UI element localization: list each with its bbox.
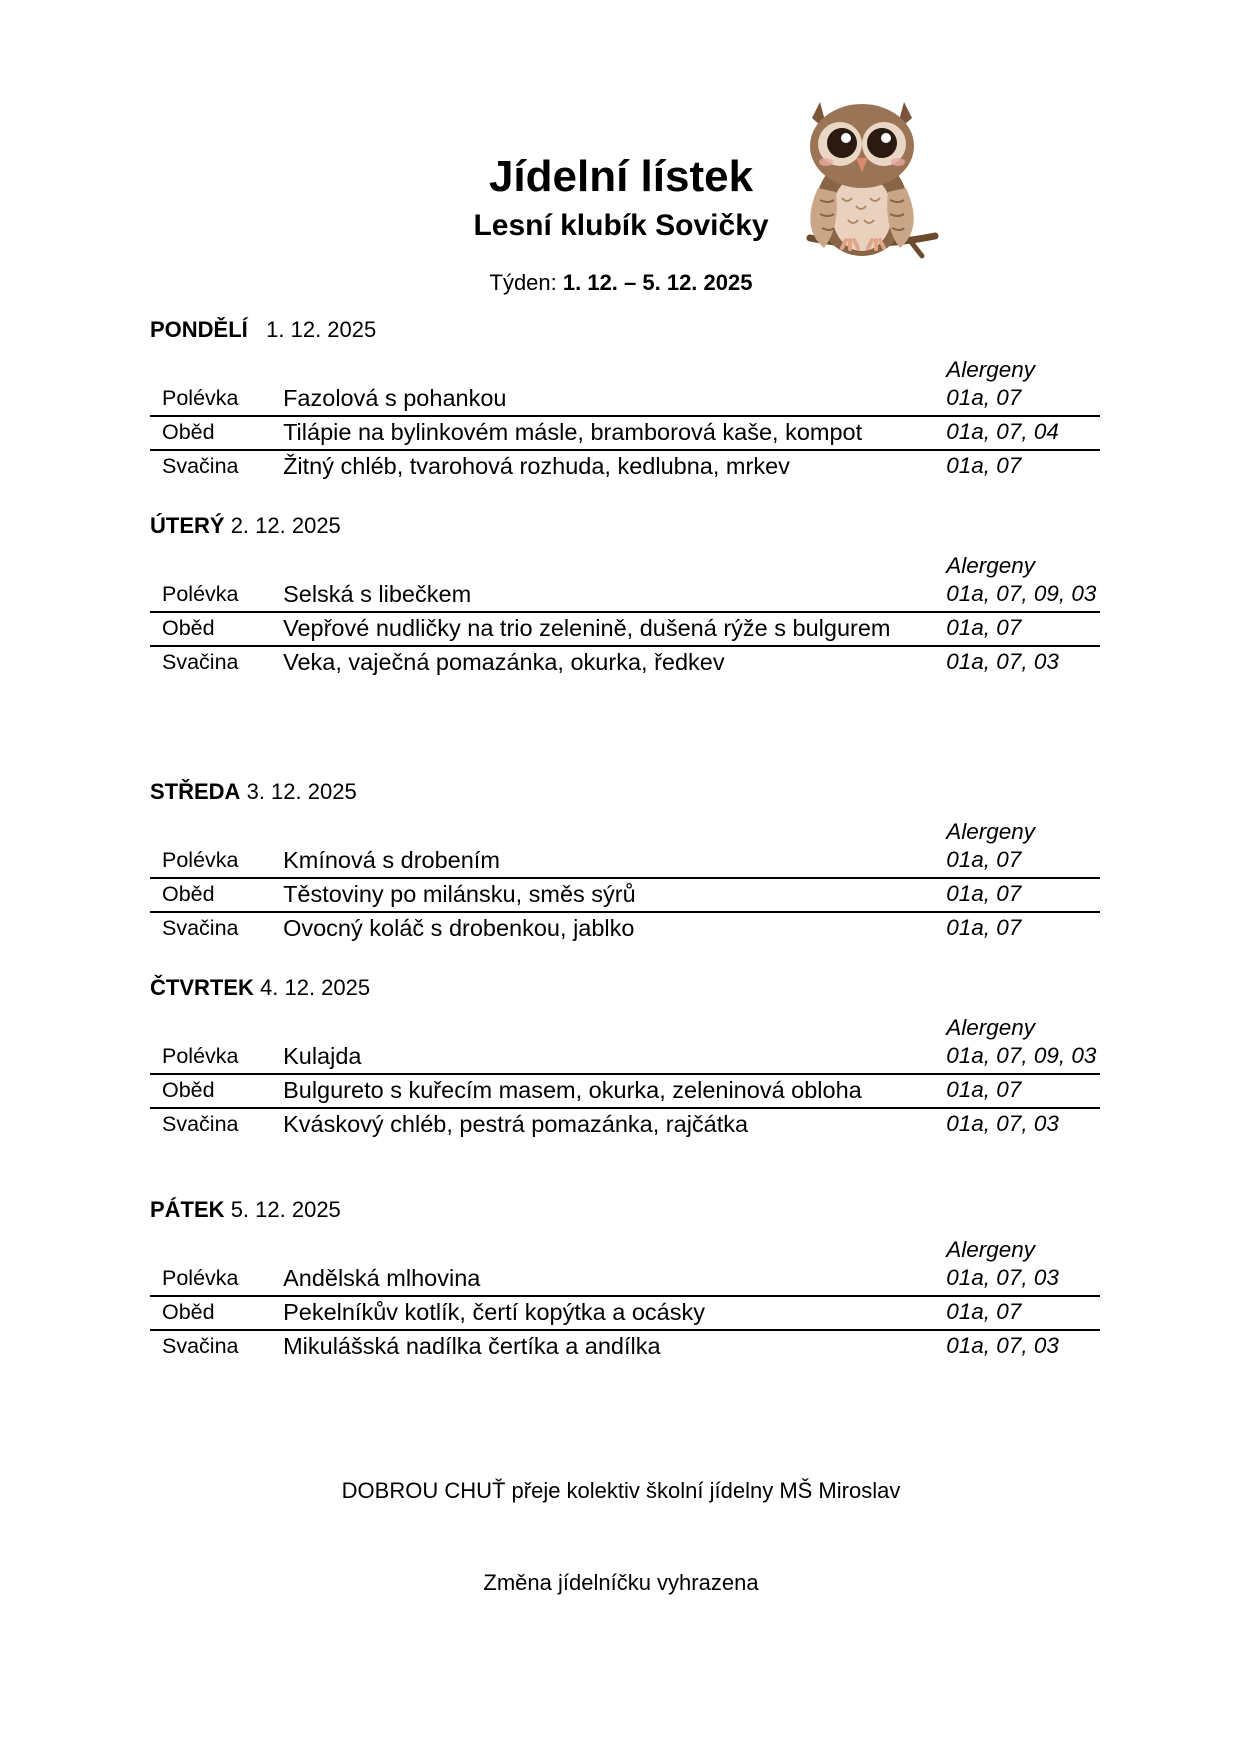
table-row [150, 416, 1100, 450]
meal-category: Svačina [150, 1330, 283, 1363]
day-date: 4. 12. 2025 [260, 975, 371, 1000]
allergen-header: Alergeny [946, 819, 1036, 844]
meal-category: Polévka [162, 848, 239, 872]
day-name: PÁTEK [150, 1197, 225, 1222]
allergen-codes: 01a, 07, 09, 03 [946, 1043, 1097, 1068]
meal-allergens [938, 450, 1100, 483]
meal-dish: Těstoviny po milánsku, směs sýrů [283, 878, 938, 912]
day-heading [150, 974, 1100, 1002]
meal-allergens [938, 552, 1100, 612]
table-row [150, 1330, 1100, 1363]
meal-allergens [938, 1074, 1100, 1108]
allergen-codes: 01a, 07 [946, 1077, 1022, 1102]
page-title: Jídelní lístek [488, 152, 754, 201]
allergen-codes: 01a, 07 [946, 847, 1022, 872]
day-date: 2. 12. 2025 [230, 513, 341, 538]
table-row [150, 1108, 1100, 1141]
meal-category: Svačina [150, 450, 283, 483]
day-heading [150, 1196, 1100, 1224]
meal-allergens [938, 878, 1100, 912]
table-row [150, 1236, 1100, 1296]
allergen-codes: 01a, 07, 09, 03 [946, 581, 1097, 606]
allergen-codes: 01a, 07 [946, 915, 1022, 940]
day-heading [150, 316, 1100, 344]
day-name: PONDĚLÍ [150, 317, 248, 342]
page-header [0, 150, 1242, 298]
meal-allergens [938, 1296, 1100, 1330]
page-subtitle: Lesní klubík Sovičky [473, 209, 769, 242]
meal-dish: Andělská mlhovina [283, 1265, 481, 1291]
day-date: 5. 12. 2025 [230, 1197, 341, 1222]
meal-dish: Kmínová s drobením [283, 847, 500, 873]
allergen-header: Alergeny [946, 1237, 1036, 1262]
table-row [150, 878, 1100, 912]
meal-category: Oběd [150, 878, 283, 912]
day-heading [150, 778, 1100, 806]
meal-dish: Žitný chléb, tvarohová rozhuda, kedlubna, mrkev [283, 450, 938, 483]
allergen-header: Alergeny [946, 1015, 1036, 1040]
table-row [150, 1296, 1100, 1330]
allergen-codes: 01a, 07, 04 [946, 419, 1059, 444]
allergen-codes: 01a, 07, 03 [946, 649, 1059, 674]
meal-allergens [938, 612, 1100, 646]
meal-category: Oběd [150, 416, 283, 450]
meal-dish: Fazolová s pohankou [283, 385, 507, 411]
meal-category: Polévka [162, 582, 239, 606]
meal-category: Oběd [150, 1296, 283, 1330]
meal-allergens [938, 818, 1100, 878]
day-block [150, 512, 1100, 679]
allergen-codes: 01a, 07, 03 [946, 1333, 1059, 1358]
week-range [0, 268, 1242, 298]
menu-table [150, 818, 1100, 945]
meal-category: Polévka [162, 1044, 239, 1068]
meal-dish: Bulgureto s kuřecím masem, okurka, zeleninová obloha [283, 1074, 938, 1108]
owl-icon [790, 88, 940, 278]
meal-dish: Selská s libečkem [283, 581, 472, 607]
meal-dish: Kulajda [283, 1043, 362, 1069]
meal-dish: Mikulášská nadílka čertíka a andílka [283, 1330, 938, 1363]
meal-allergens [938, 912, 1100, 945]
footer-wish: DOBROU CHUŤ přeje kolektiv školní jídelny MŠ Miroslav [341, 1478, 901, 1503]
meal-category: Oběd [150, 612, 283, 646]
table-row [150, 450, 1100, 483]
menu-table [150, 552, 1100, 679]
footer-note: Změna jídelníčku vyhrazena [483, 1570, 759, 1595]
allergen-codes: 01a, 07, 03 [946, 1111, 1059, 1136]
day-block [150, 1196, 1100, 1363]
allergen-header: Alergeny [946, 357, 1036, 382]
day-name: ČTVRTEK [150, 975, 254, 1000]
meal-allergens [938, 1014, 1100, 1074]
meal-allergens [938, 356, 1100, 416]
menu-table [150, 1236, 1100, 1363]
menu-table [150, 1014, 1100, 1141]
day-block [150, 316, 1100, 483]
meal-dish: Pekelníkův kotlík, čertí kopýtka a ocásky [283, 1296, 938, 1330]
meal-dish: Ovocný koláč s drobenkou, jablko [283, 912, 938, 945]
meal-dish: Kváskový chléb, pestrá pomazánka, rajčátka [283, 1108, 938, 1141]
meal-allergens [938, 646, 1100, 679]
allergen-codes: 01a, 07 [946, 615, 1022, 640]
week-dates: 1. 12. – 5. 12. 2025 [562, 270, 753, 295]
table-row [150, 612, 1100, 646]
meal-category: Svačina [150, 912, 283, 945]
table-row [150, 552, 1100, 612]
day-name: STŘEDA [150, 779, 241, 804]
meal-allergens [938, 416, 1100, 450]
day-date: 3. 12. 2025 [246, 779, 357, 804]
day-name: ÚTERÝ [150, 513, 225, 538]
allergen-header: Alergeny [946, 553, 1036, 578]
table-row [150, 356, 1100, 416]
meal-category: Svačina [150, 646, 283, 679]
meal-category: Polévka [162, 1266, 239, 1290]
allergen-codes: 01a, 07 [946, 385, 1022, 410]
meal-dish: Veka, vaječná pomazánka, okurka, ředkev [283, 646, 938, 679]
table-row [150, 1014, 1100, 1074]
allergen-codes: 01a, 07, 03 [946, 1265, 1059, 1290]
meal-dish: Tilápie na bylinkovém másle, bramborová kaše, kompot [283, 416, 938, 450]
allergen-codes: 01a, 07 [946, 1299, 1022, 1324]
allergen-codes: 01a, 07 [946, 881, 1022, 906]
table-row [150, 912, 1100, 945]
meal-allergens [938, 1108, 1100, 1141]
table-row [150, 818, 1100, 878]
day-heading [150, 512, 1100, 540]
meal-category: Svačina [150, 1108, 283, 1141]
day-block [150, 974, 1100, 1141]
menu-table [150, 356, 1100, 483]
table-row [150, 1074, 1100, 1108]
day-block [150, 778, 1100, 945]
meal-category: Polévka [162, 386, 239, 410]
meal-dish: Vepřové nudličky na trio zelenině, dušená rýže s bulgurem [283, 612, 938, 646]
allergen-codes: 01a, 07 [946, 453, 1022, 478]
week-prefix: Týden: [489, 270, 563, 295]
meal-allergens [938, 1330, 1100, 1363]
meal-allergens [938, 1236, 1100, 1296]
day-date: 1. 12. 2025 [266, 317, 377, 342]
meal-category: Oběd [150, 1074, 283, 1108]
table-row [150, 646, 1100, 679]
